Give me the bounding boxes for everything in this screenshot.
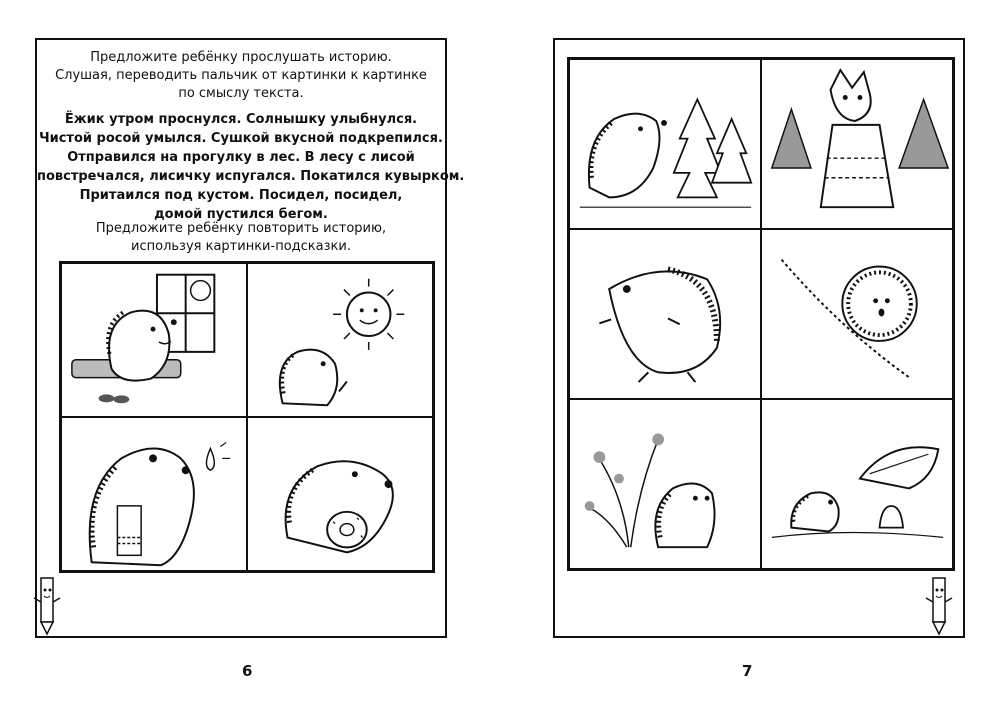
pencil-mascot-icon: [32, 572, 62, 636]
hedgehog-eats-bagel-illustration: [248, 418, 432, 570]
page-number-left: 6: [242, 662, 253, 680]
intro-instruction: [37, 49, 445, 103]
picture-hedgehog-goes-to-forest: [569, 59, 761, 229]
picture-hedgehog-frightened-runs: [569, 229, 761, 399]
story-line: Притаился под кустом. Посидел, посидел,: [79, 188, 403, 203]
pencil-mascot-icon: [924, 572, 954, 636]
page-number-right: 7: [742, 662, 753, 680]
hedgehog-wakes-up-illustration: [62, 264, 246, 416]
retell-line: Предложите ребёнку повторить историю,: [95, 221, 387, 236]
picture-hedgehog-eats-bagel: [247, 417, 433, 571]
hedgehog-runs-home-illustration: [762, 400, 952, 568]
picture-hedgehog-rolls-down-hill: [761, 229, 953, 399]
hedgehog-washes-with-dew-illustration: [62, 418, 246, 570]
picture-hedgehog-runs-home: [761, 399, 953, 569]
intro-line: по смыслу текста.: [178, 86, 304, 101]
retell-instruction: [37, 220, 445, 256]
story-line: Чистой росой умылся. Сушкой вкусной подкрепился.: [39, 131, 443, 146]
left-page: [35, 38, 465, 638]
picture-hedgehog-washes-with-dew: [61, 417, 247, 571]
story-line: Отправился на прогулку в лес. В лесу с лисой: [67, 150, 415, 165]
picture-hedgehog-hides-under-bush: [569, 399, 761, 569]
hedgehog-smiles-at-sun-illustration: [248, 264, 432, 416]
hedgehog-frightened-runs-illustration: [570, 230, 760, 398]
story-line: домой пустился бегом.: [154, 207, 328, 222]
picture-grid-right: [567, 57, 955, 571]
fox-in-forest-illustration: [762, 60, 952, 228]
hedgehog-hides-under-bush-illustration: [570, 400, 760, 568]
story-line: Ёжик утром проснулся. Солнышку улыбнулся.: [64, 112, 418, 127]
picture-grid-left: [59, 261, 435, 573]
picture-hedgehog-smiles-at-sun: [247, 263, 433, 417]
hedgehog-goes-to-forest-illustration: [570, 60, 760, 228]
right-page: [553, 38, 965, 638]
intro-line: Предложите ребёнку прослушать историю.: [90, 50, 392, 65]
intro-line: Слушая, переводить пальчик от картинки к картинке: [55, 68, 427, 83]
story-line: повстречался, лисичку испугался. Покатился кувырком.: [37, 169, 465, 184]
picture-hedgehog-wakes-up: [61, 263, 247, 417]
picture-fox-in-forest: [761, 59, 953, 229]
story-text: [37, 110, 465, 224]
retell-line: используя картинки-подсказки.: [131, 239, 351, 254]
hedgehog-rolls-down-hill-illustration: [762, 230, 952, 398]
